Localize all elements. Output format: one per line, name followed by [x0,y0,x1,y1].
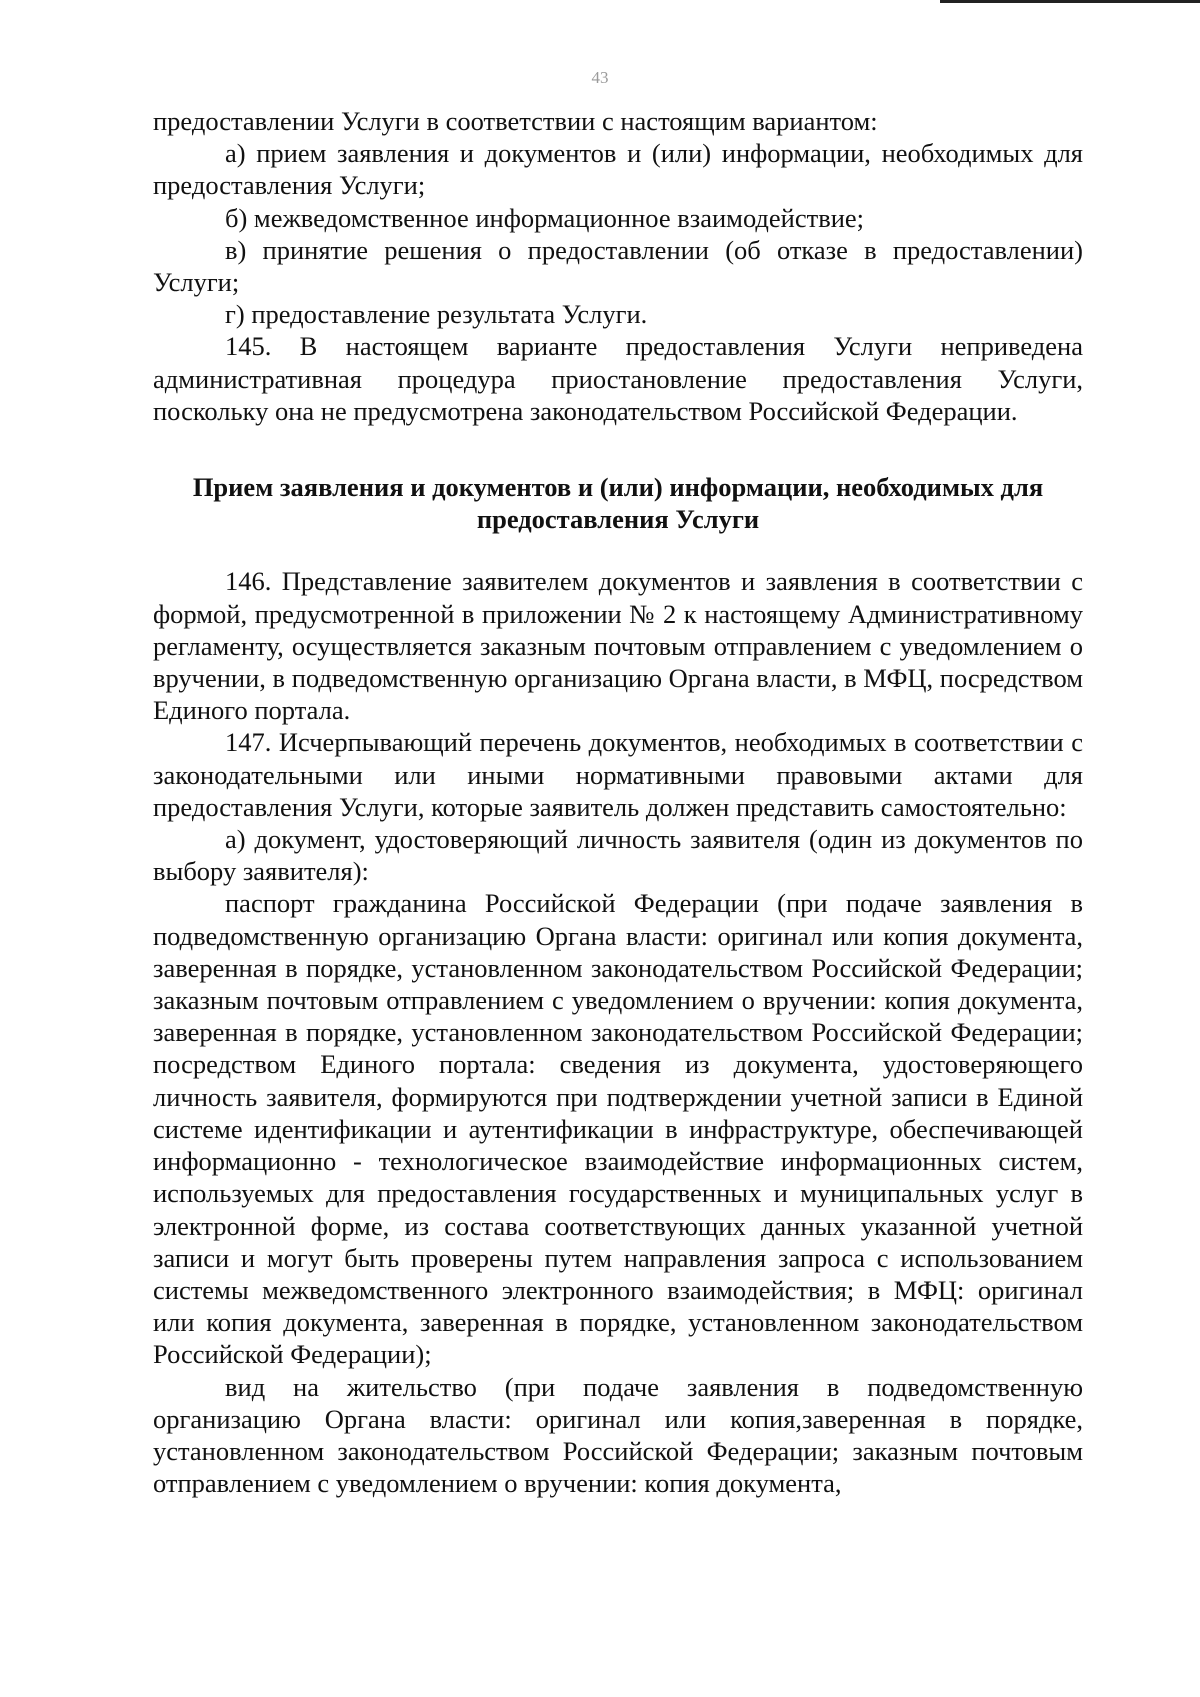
application-acceptance-section [153,565,1083,1499]
paragraph: а) документ, удостоверяющий личность заявителя (один из документов по выбору заявителя): [153,824,1083,887]
paragraph: в) принятие решения о предоставлении (об отказе в предоставлении) Услуги; [153,234,1083,298]
paragraph: г) предоставление результата Услуги. [225,299,648,330]
document-body [153,105,1083,1499]
paragraph: предоставлении Услуги в соответствии с настоящим вариантом: [153,106,878,136]
paragraph: б) межведомственное информационное взаимодействие; [225,202,865,233]
procedures-list-section [153,105,1083,427]
section-heading [153,471,1083,535]
paragraph: 147. Исчерпывающий перечень документов, необходимых в соответствии с законодательными или иными нормативными правовыми актами для предоставления Услуги, которые заявитель должен представить самостоятельно: [153,727,1083,822]
section-heading-line-1: Прием заявления и документов и (или) информации, необходимых для [192,472,1044,503]
paragraph: 146. Представление заявителем документов и заявления в соответствии с формой, предусмотренной в приложении № 2 к настоящему Административному регламенту, осуществляется заказным почтовым отправлением с уведомлением о вручении, в подведомственную организацию Органа власти, в МФЦ, посредством Единого портала. [153,566,1083,726]
scan-edge-line [940,0,1200,3]
paragraph: а) прием заявления и документов и (или) информации, необходимых для предоставления Услуги; [153,138,1083,201]
paragraph: паспорт гражданина Российской Федерации (при подаче заявления в подведомственную организацию Органа власти: оригинал или копия документа, заверенная в порядке, установленном законодательством Российской Федерации; заказным почтовым отправлением с уведомлением о вручении: копия документа, заверенная в порядке, установленном законодательством Российской Федерации; посредством Единого портала: сведения из документа, удостоверяющего личность заявителя, формируются при подтверждении учетной записи в Единой системе идентификации и аутентификации в инфраструктуре, обеспечивающей информационно - технологическое взаимодействие информационных систем, используемых для предоставления государственных и муниципальных услуг в электронной форме, из состава соответствующих данных указанной учетной записи и могут быть проверены путем направления запроса с использованием системы межведомственного электронного взаимодействия; в МФЦ: оригинал или копия документа, заверенная в порядке, установленном законодательством Российской Федерации); [153,888,1083,1370]
paragraph: 145. В настоящем варианте предоставления Услуги неприведена административная процедура приостановление предоставления Услуги, поскольку она не предусмотрена законодательством Российской Федерации. [153,331,1083,426]
section-heading-line-2: предоставления Услуги [476,504,760,535]
page-number: 43 [591,68,609,87]
paragraph: вид на жительство (при подаче заявления в подведомственную организацию Органа власти: оригинал или копия,заверенная в порядке, установленном законодательством Российской Федерации; заказным почтовым отправлением с уведомлением о вручении: копия документа, [153,1371,1083,1499]
